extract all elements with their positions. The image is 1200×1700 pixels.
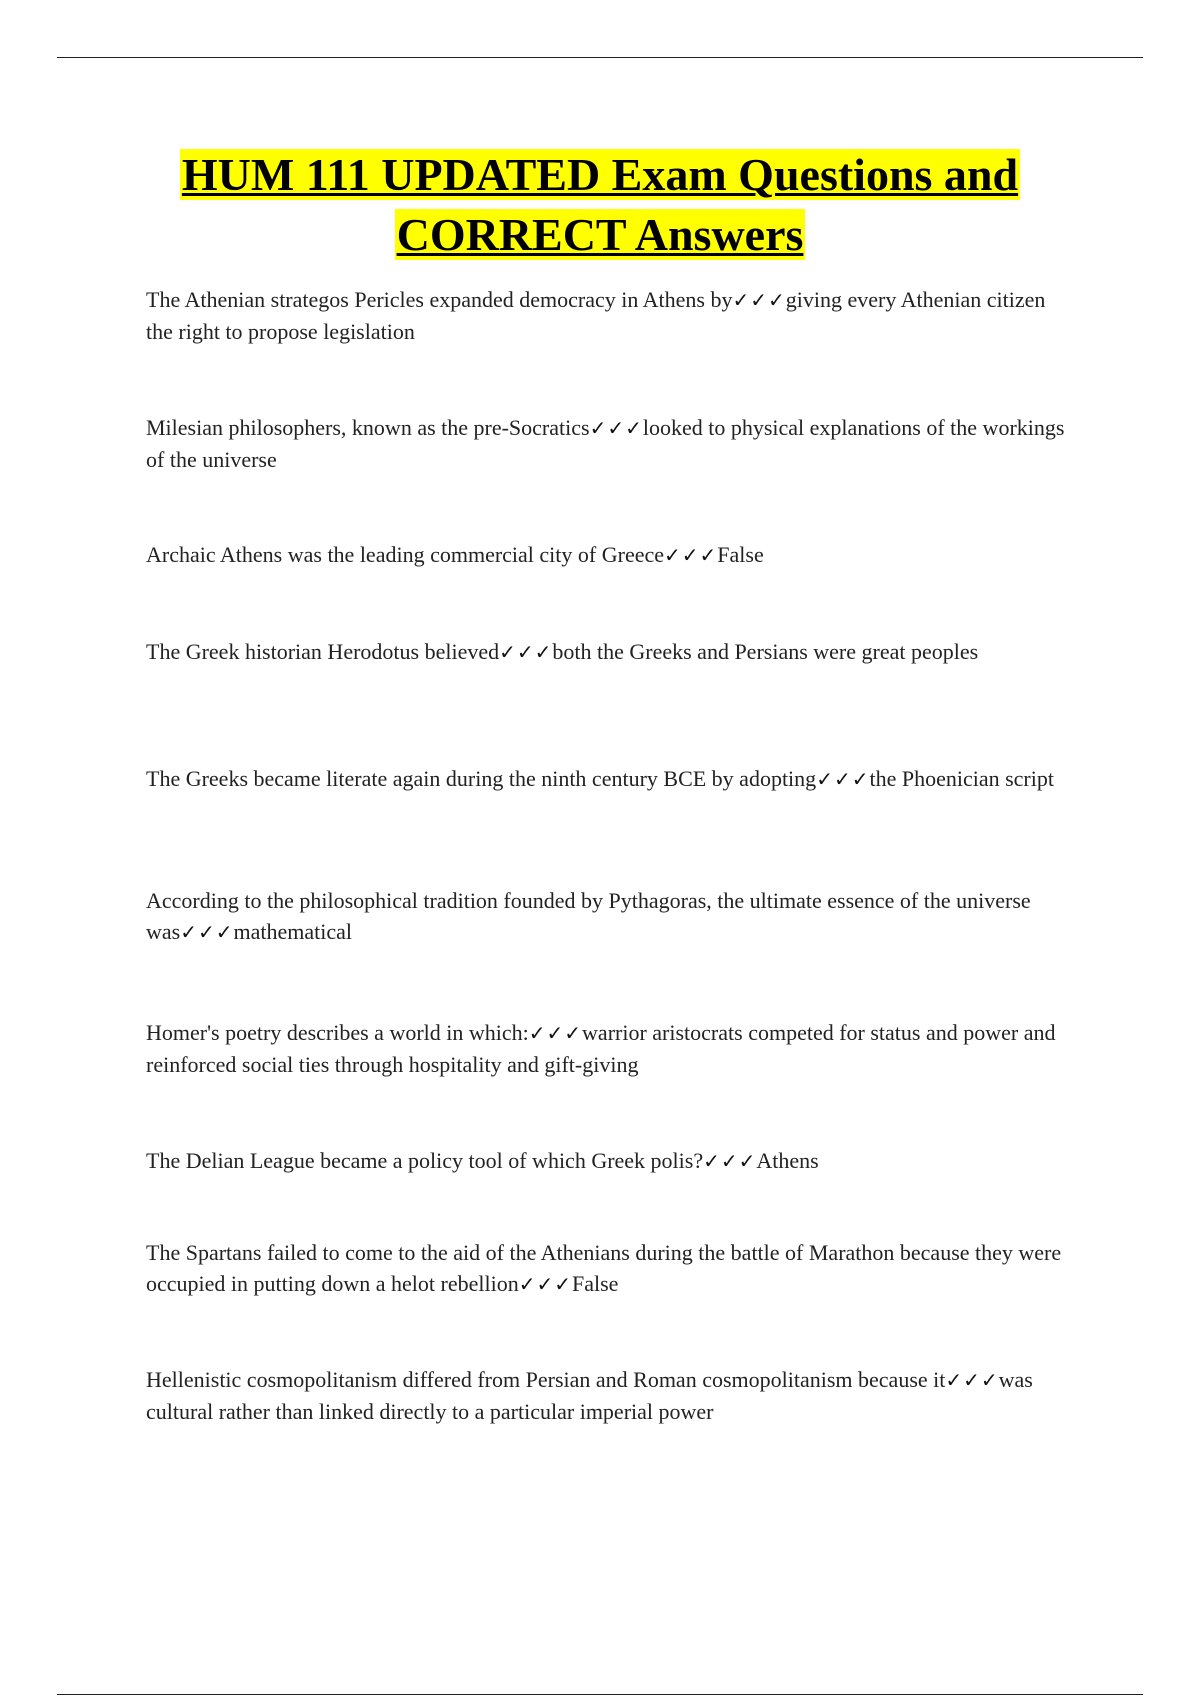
question-text: The Greek historian Herodotus believed: [146, 639, 500, 664]
check-marks-icon: ✓✓✓: [528, 1021, 583, 1045]
question-text: Homer's poetry describes a world in which:: [146, 1020, 529, 1045]
qa-item-5: [146, 763, 1066, 795]
qa-item-8: [146, 1145, 1066, 1177]
answer-text: looked to physical explanations of the workings of the universe: [146, 415, 1065, 472]
qa-item-4: [146, 636, 1066, 668]
answer-text: both the Greeks and Persians were great peoples: [552, 639, 979, 664]
qa-item-2: [146, 412, 1066, 475]
qa-item-6: [146, 885, 1066, 948]
qa-item-1: [146, 284, 1066, 347]
check-marks-icon: ✓✓✓: [518, 1272, 572, 1296]
question-text: The Spartans failed to come to the aid of the Athenians during the battle of Marathon because they were occupied in putting down a helot rebellion: [146, 1240, 1062, 1296]
question-text: The Athenian strategos Pericles expanded democracy in Athens by: [146, 287, 733, 312]
title-line-2: CORRECT Answers: [396, 209, 804, 260]
answer-text: False: [717, 542, 764, 567]
check-marks-icon: ✓✓✓: [180, 920, 234, 944]
answer-text: warrior aristocrats competed for status and power and reinforced social ties through hospitality and gift-giving: [146, 1020, 1056, 1077]
qa-item-9: [146, 1237, 1066, 1300]
bottom-rule: [57, 1694, 1143, 1695]
answer-text: mathematical: [233, 919, 352, 944]
answer-text: Athens: [756, 1148, 819, 1173]
answer-text: was cultural rather than linked directly to a particular imperial power: [146, 1367, 1033, 1424]
check-marks-icon: ✓✓✓: [945, 1368, 999, 1392]
check-marks-icon: ✓✓✓: [732, 288, 786, 312]
answer-text: giving every Athenian citizen the right to propose legislation: [146, 287, 1046, 344]
question-text: Hellenistic cosmopolitanism differed from Persian and Roman cosmopolitanism because it: [146, 1367, 946, 1392]
question-text: The Delian League became a policy tool of which Greek polis?: [146, 1148, 704, 1173]
question-text: Milesian philosophers, known as the pre-Socratics: [146, 415, 590, 440]
answer-text: False: [571, 1271, 619, 1296]
question-text: According to the philosophical tradition founded by Pythagoras, the ultimate essence of the universe was: [146, 888, 1031, 944]
top-rule: [57, 57, 1143, 58]
qa-item-10: [146, 1364, 1066, 1427]
document-title: [146, 145, 1054, 265]
qa-item-3: [146, 539, 1066, 571]
question-text: Archaic Athens was the leading commercial city of Greece: [146, 542, 664, 567]
check-marks-icon: ✓✓✓: [816, 767, 870, 791]
qa-item-7: [146, 1017, 1066, 1080]
question-text: The Greeks became literate again during the ninth century BCE by adopting: [146, 766, 817, 791]
title-line-1: HUM 111 UPDATED Exam Questions and: [181, 149, 1019, 200]
check-marks-icon: ✓✓✓: [703, 1149, 757, 1173]
check-marks-icon: ✓✓✓: [589, 416, 643, 440]
answer-text: the Phoenician script: [869, 766, 1054, 791]
check-marks-icon: ✓✓✓: [664, 543, 718, 567]
check-marks-icon: ✓✓✓: [499, 640, 553, 664]
